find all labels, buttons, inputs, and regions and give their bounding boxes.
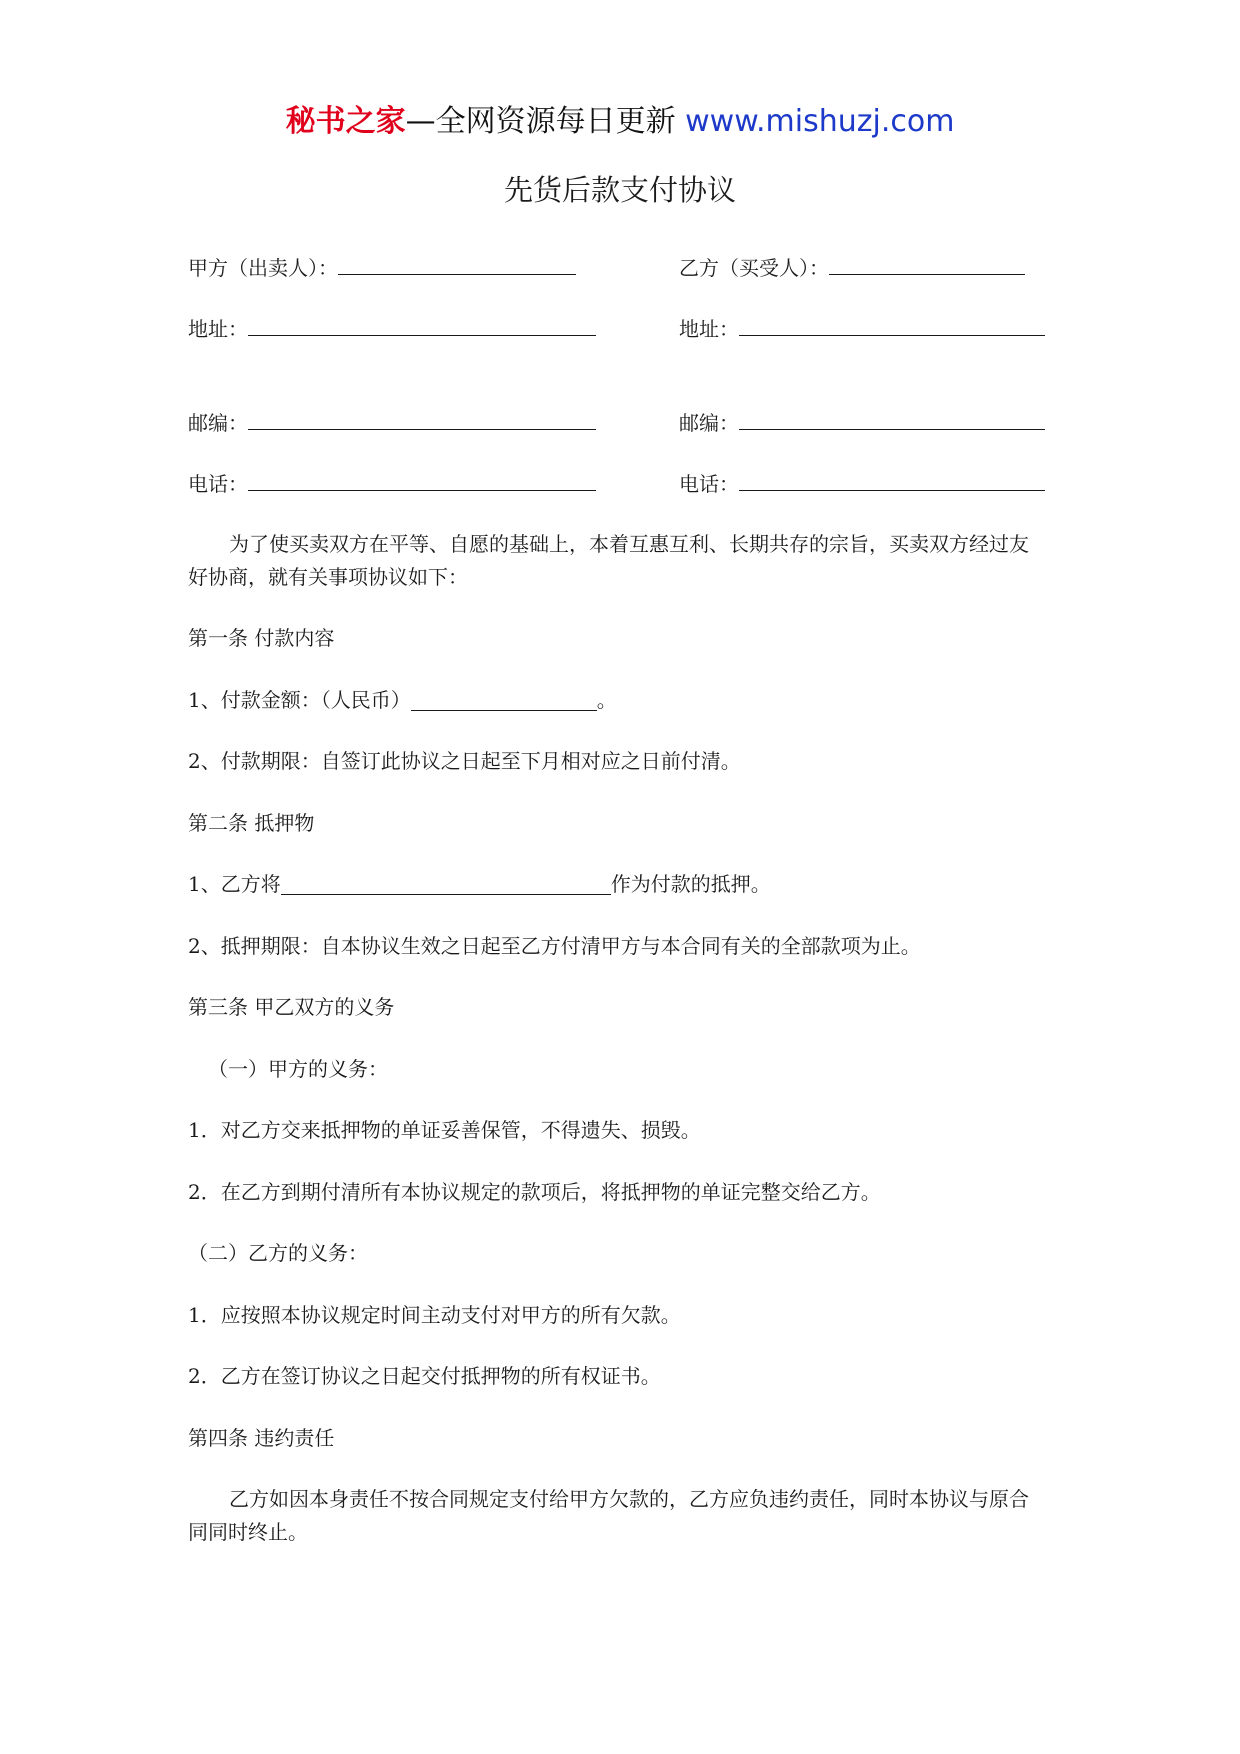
- party-b-phone-blank[interactable]: [739, 470, 1045, 491]
- collateral-blank[interactable]: [281, 874, 611, 895]
- party-b-duty-2: 2．乙方在签订协议之日起交付抵押物的所有权证书。: [188, 1364, 661, 1388]
- party-a-phone-field: [188, 470, 596, 498]
- party-a-address-blank[interactable]: [248, 315, 596, 336]
- party-a-blank[interactable]: [338, 254, 576, 275]
- party-b-blank[interactable]: [829, 254, 1025, 275]
- payment-amount-label: 1、付款金额：（人民币）: [188, 688, 411, 712]
- party-b-postcode-label: 邮编：: [679, 411, 739, 435]
- article-4-body: 乙方如因本身责任不按合同规定支付给甲方欠款的，乙方应负违约责任，同时本协议与原合同同时终止。: [188, 1487, 1029, 1544]
- banner-tagline: —全网资源每日更新: [405, 104, 686, 139]
- article-3-heading: 第三条 甲乙双方的义务: [188, 995, 395, 1019]
- payment-amount-suffix: 。: [596, 688, 617, 712]
- article-1-heading: 第一条 付款内容: [188, 626, 335, 650]
- party-b-duty-1: 1．应按照本协议规定时间主动支付对甲方的所有欠款。: [188, 1303, 681, 1327]
- article-3-sub-1: （一）甲方的义务：: [208, 1057, 388, 1081]
- site-url-link[interactable]: www.mishuzj.com: [685, 104, 955, 139]
- party-a-postcode-blank[interactable]: [248, 409, 596, 430]
- party-b-address-blank[interactable]: [739, 315, 1045, 336]
- article-1-item-1: [188, 685, 617, 716]
- party-a-postcode-field: [188, 409, 596, 437]
- site-banner: [0, 100, 1240, 144]
- party-b-address-label: 地址：: [679, 317, 739, 341]
- article-2-item-1: [188, 869, 771, 900]
- party-b-phone-field: [679, 470, 1045, 498]
- party-a-address-label: 地址：: [188, 317, 248, 341]
- article-4-heading: 第四条 违约责任: [188, 1426, 335, 1450]
- payment-amount-blank[interactable]: [411, 690, 597, 711]
- party-b-postcode-field: [679, 409, 1045, 437]
- intro-paragraph: 为了使买卖双方在平等、自愿的基础上，本着互惠互利、长期共存的宗旨，买卖双方经过友好协商，就有关事项协议如下：: [188, 532, 1029, 589]
- party-a-postcode-label: 邮编：: [188, 411, 248, 435]
- party-b-phone-label: 电话：: [679, 472, 739, 496]
- party-b-field: [679, 254, 1025, 282]
- collateral-label: 1、乙方将: [188, 872, 281, 896]
- party-a-label: 甲方（出卖人）：: [188, 256, 338, 280]
- party-b-label: 乙方（买受人）：: [679, 256, 829, 280]
- article-2-item-2: 2、抵押期限：自本协议生效之日起至乙方付清甲方与本合同有关的全部款项为止。: [188, 934, 921, 958]
- article-1-item-2: 2、付款期限：自签订此协议之日起至下月相对应之日前付清。: [188, 749, 741, 773]
- collateral-suffix: 作为付款的抵押。: [610, 872, 771, 896]
- party-b-postcode-blank[interactable]: [739, 409, 1045, 430]
- article-3-sub-2: （二）乙方的义务：: [188, 1241, 368, 1265]
- brand-name: 秘书之家: [285, 104, 406, 139]
- party-b-address-field: [679, 315, 1045, 343]
- party-a-phone-blank[interactable]: [248, 470, 596, 491]
- party-a-address-field: [188, 315, 596, 343]
- article-2-heading: 第二条 抵押物: [188, 811, 315, 835]
- document-title: 先货后款支付协议: [503, 173, 736, 207]
- party-a-duty-1: 1．对乙方交来抵押物的单证妥善保管，不得遗失、损毁。: [188, 1118, 701, 1142]
- party-a-duty-2: 2．在乙方到期付清所有本协议规定的款项后，将抵押物的单证完整交给乙方。: [188, 1180, 881, 1204]
- party-a-field: [188, 254, 576, 282]
- party-a-phone-label: 电话：: [188, 472, 248, 496]
